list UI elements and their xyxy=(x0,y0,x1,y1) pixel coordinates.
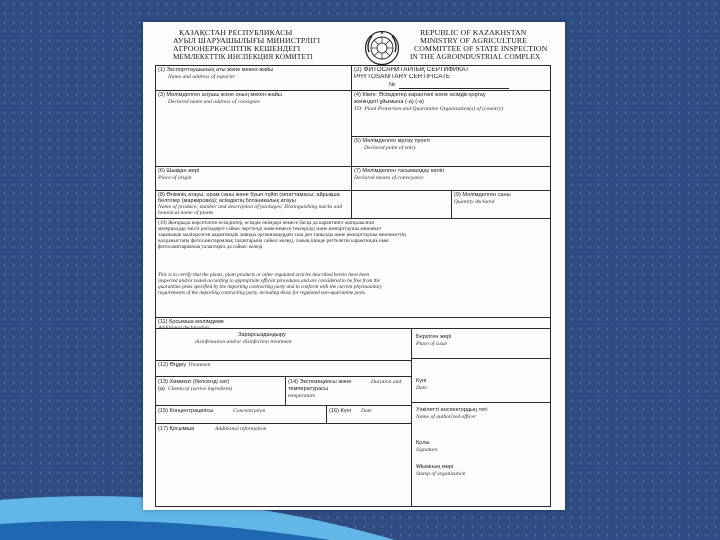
field-13-label-2: (а) xyxy=(158,386,165,392)
place-of-issue-label: Берілген жері xyxy=(416,334,452,340)
field-14-label-2: температурасы xyxy=(288,386,329,392)
vrule-f13-f14 xyxy=(285,376,286,405)
field-3-label: (3) Мәлімделген алушы және оның мекен-жайы xyxy=(158,92,282,98)
field-11-label: (11) Қосымша мәлімдеме xyxy=(158,319,224,325)
rule-after-f12 xyxy=(155,376,411,377)
certificate-number-line[interactable] xyxy=(399,88,509,89)
field-14-label: (14) Экспозициясы және xyxy=(288,379,352,385)
field-9-label-en: Quantity declared xyxy=(454,199,495,205)
form-bottom-border xyxy=(155,506,551,507)
rule-after-f10 xyxy=(155,317,551,318)
disinfestation-label: Зарарсыздандыру xyxy=(238,332,286,338)
field-13-label-en: Chemical (active ingredient) xyxy=(168,386,233,392)
field-14-label-en: Duration and xyxy=(371,379,402,385)
field-14-label-en-2: temperature xyxy=(288,393,316,399)
field-11-label-en: Additional declaration xyxy=(158,325,209,331)
signature-label-en: Signature xyxy=(416,447,438,453)
field-10-en-text xyxy=(158,272,548,296)
rule-after-disinfestation xyxy=(155,360,411,361)
rule-after-row3 xyxy=(155,166,551,167)
vrule-f15-f16 xyxy=(326,405,327,423)
field-10-kz-line: фитосанитариялық талаптарға да сәйкес келеді xyxy=(158,244,263,251)
dark-blue-swoosh xyxy=(0,521,330,540)
form-top-border xyxy=(155,65,551,66)
field-4-label-2: жөніндегі ұйымына (-а) (-а) xyxy=(354,99,425,105)
field-10-kz-line: (10) Жоғарыда көрсетілген өсімдіктер, өсімдік өнімдері немесе басқа да карантинге жатқызылған xyxy=(158,220,375,226)
field-16-label: (16) Күні xyxy=(329,408,351,414)
field-15-label-en: Concentration xyxy=(233,408,266,414)
field-1-label: (1) Экспорттаушының аты және мекен-жайы xyxy=(158,67,274,73)
field-10-en-line: This is to certify that the plants, plant products or other regulated articles described herein have been xyxy=(158,272,370,278)
field-7-label: (7) Мәлімделген тасымалдау көлігі xyxy=(354,168,445,174)
rule-after-row5 xyxy=(155,218,551,219)
field-12-label-en: Treatment xyxy=(188,362,211,368)
field-15-label: (15) Концентрациясы xyxy=(158,408,214,414)
state-emblem-icon xyxy=(363,30,401,66)
form-left-border xyxy=(155,65,156,507)
field-6-label: (6) Шыққан жері xyxy=(158,168,200,174)
certificate-number-label: № xyxy=(389,82,396,88)
field-8-label-en-2: botanical name of plants xyxy=(158,210,214,216)
phytosanitary-certificate-scan xyxy=(143,22,565,510)
field-2-label-en: PHYTOSANITARY CERTIFICATE xyxy=(354,74,451,80)
field-5-label-en: Declared point of entry xyxy=(364,145,417,151)
place-of-issue-label-en: Place of issue xyxy=(416,341,448,347)
field-5-label: (5) Мәлімделген кіргізу пункті xyxy=(354,138,430,144)
header-left-line-4: МЕМЛЕКЕТТІК ИНСПЕКЦИЯ КОМИТЕТІ xyxy=(173,53,313,61)
field-8-label: (8) Өнімнің атауы, орам саны және буып-түйіп сипаттамасы; айрықша xyxy=(158,192,340,198)
form-right-border xyxy=(550,65,551,507)
field-12-label: (12) Өңдеу xyxy=(158,362,187,368)
disinfestation-label-en: disinfestation and/or disinfection treatment xyxy=(195,339,292,345)
field-6-label-en: Place of origin xyxy=(158,175,192,181)
signature-label: Қолы xyxy=(416,440,430,446)
rule-right-2 xyxy=(411,402,551,403)
header-left-line-2: АУЫЛ ШАРУАШЫЛЫҒЫ МИНИСТРЛІГІ xyxy=(173,36,321,45)
field-2-label: (2) ФИТОСАНИТАРЛЫҚ СЕРТИФИКАТ xyxy=(354,67,469,73)
field-17-label: (17) Қосымша xyxy=(158,426,195,432)
authorized-officer-label-en: Name of authorized officer xyxy=(416,414,477,420)
header-right-line-3: COMMITTEE OF STATE INSPECTION xyxy=(414,44,548,53)
header-left-line-3: АГРООНЕРКӘСІПТІК КЕШЕНДЕГІ xyxy=(173,44,301,53)
header-right-line-4: IN THE AGROINDUSTRIAL COMPLEX xyxy=(410,52,541,61)
vrule-f9 xyxy=(451,190,452,218)
rule-after-f4 xyxy=(351,136,551,137)
field-4-label-en: TO: Plant Protection and Quarantine Organization(s) of (country) xyxy=(354,106,504,112)
field-8-label-2: белгілер (маркировка); өсімдіктің ботаникалық атауы xyxy=(158,198,296,204)
field-1-label-en: Name and address of exporter xyxy=(168,74,236,80)
header-right-line-1: REPUBLIC OF KAZAKHSTAN xyxy=(420,28,527,37)
field-10-en-line: quarantine pests specified by the importing contracting party and to conform with the current phytosanitary xyxy=(158,284,383,291)
rule-after-row4 xyxy=(155,190,551,191)
field-16-label-en: Date xyxy=(361,408,372,414)
rule-right-1 xyxy=(411,358,551,359)
authorized-officer-label: Уәкілетті инспектордың тегі xyxy=(416,407,488,413)
stamp-label: Ұйымның мөрі xyxy=(416,464,454,470)
field-17-label-en: Additional information xyxy=(215,426,267,432)
stamp-label-en: Stamp of organization xyxy=(416,471,466,477)
rule-after-f15 xyxy=(155,423,411,424)
field-10-kz-text xyxy=(158,220,548,250)
field-10-en-line: inspected and/or tested according to appropriate official procedures and are considered to be free from the xyxy=(158,278,380,285)
header-left-line-1: ҚАЗАҚСТАН РЕСПУБЛИКАСЫ xyxy=(179,28,293,37)
field-9-label: (9) Мәлімделген саны xyxy=(454,192,511,198)
rule-after-row1 xyxy=(155,90,551,91)
field-8-label-en: Name of produce; number and description of packages; Distinguishing marks and xyxy=(158,204,343,210)
date-label: Күні xyxy=(416,378,427,384)
field-3-label-en: Declared name and address of consignee xyxy=(168,99,261,105)
field-10-kz-line: материалдар тиісті рәсімдерге сәйкес зерттелді және/немесе тексерілді және импорттаушы мемлекет xyxy=(158,226,382,233)
field-13-label: (13) Химикат (белсенді зат) xyxy=(158,379,230,385)
vrule-bottom xyxy=(411,328,412,506)
field-10-en-line: requirements of the importing contracting party, including those for regulated non-quarantine pests. xyxy=(158,290,367,297)
field-7-label-en: Declared means of conveyance xyxy=(354,175,424,181)
header-right-line-2: MINISTRY OF AGRICULTURE xyxy=(420,36,527,45)
date-label-en: Date xyxy=(416,385,427,391)
field-4-label: (4) Кімге: Өсімдіктер карантині және өсімдік қорғау xyxy=(354,92,486,98)
rule-after-f13 xyxy=(155,405,411,406)
field-10-kz-line: тарапынан мәлімделген карантиндік зиянды организмдерден таза деп танылды және импорттаушы мемлекеттің xyxy=(158,232,406,239)
field-10-kz-line: қолданыстағы фитосанитариялық талаптарына сәйкес келеді, соның ішінде реттелетін карантиндік емес xyxy=(158,238,390,245)
